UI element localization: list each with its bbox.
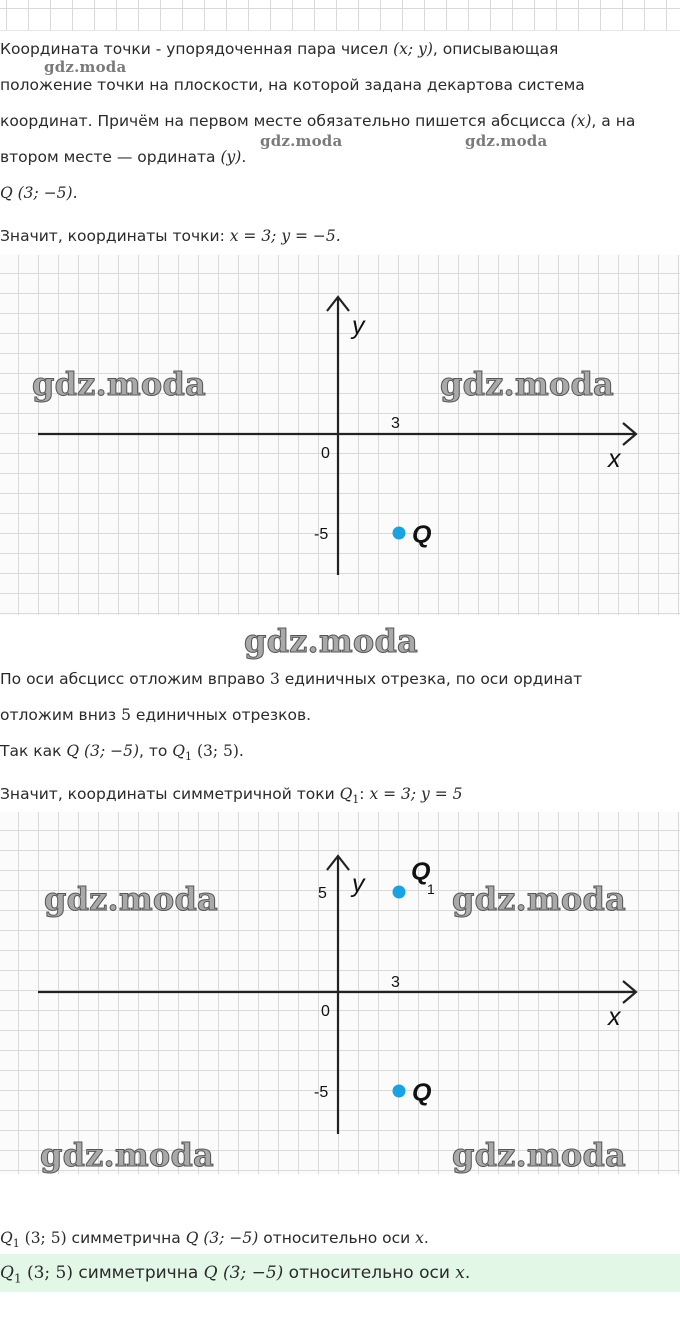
watermark: gdz.moda <box>452 880 626 918</box>
coords-line: Значит, координаты точки: x = 3; y = −5. <box>0 227 341 245</box>
y-tick-neg-label: -5 <box>314 1084 329 1101</box>
sym-coords-line: Значит, координаты симметричной токи $Q_1$: x = 3; y = 5 <box>0 785 463 807</box>
notebook-grid-strip <box>0 0 680 31</box>
steps-line-2: отложим вниз 5 единичных отрезков. <box>0 706 312 724</box>
since-line: Так как Q (3; −5), то $Q_1$ (3; 5). <box>0 742 244 764</box>
point-q-marker <box>393 1085 406 1098</box>
answer-line: $Q_1$ (3; 5) симметрична Q (3; −5) относительно оси x. <box>0 1263 471 1286</box>
point-q-marker <box>393 527 406 540</box>
y-tick-neg-label: -5 <box>314 526 329 543</box>
watermark: gdz.moda <box>452 1136 626 1174</box>
point-q1-label: Q <box>411 858 431 886</box>
watermark: gdz.moda <box>40 1136 214 1174</box>
point-q-label: Q <box>412 521 432 549</box>
graph-1-svg <box>0 255 680 615</box>
y-axis-label: y <box>352 870 365 898</box>
watermark: gdz.moda <box>44 880 218 918</box>
x-tick-label: 3 <box>391 974 400 991</box>
intro-line-3: координат. Причём на первом месте обязательно пишется абсцисса (x), а на <box>0 112 636 130</box>
x-axis-label: x <box>608 445 621 473</box>
point-q-label: Q <box>412 1079 432 1107</box>
watermark: gdz.moda <box>440 365 614 403</box>
watermark: gdz.moda <box>32 365 206 403</box>
intro-line-4: втором месте — ордината (y). <box>0 148 247 166</box>
intro-line-1: Координата точки - упорядоченная пара чисел (x; y), описывающая <box>0 40 559 58</box>
y-tick-pos-label: 5 <box>318 885 327 902</box>
point-q1-marker <box>393 886 406 899</box>
coordinate-plane-1 <box>0 255 680 615</box>
point-q-line: Q (3; −5). <box>0 184 78 202</box>
coordinate-plane-2 <box>0 812 680 1174</box>
steps-paragraph <box>0 661 676 775</box>
origin-label: 0 <box>321 1003 330 1020</box>
graph-2-svg <box>0 812 680 1174</box>
x-tick-label: 3 <box>391 415 400 432</box>
intro-line-2: положение точки на плоскости, на которой задана декартова система <box>0 76 585 94</box>
x-axis-label: x <box>608 1003 621 1031</box>
y-axis-label: y <box>352 312 365 340</box>
watermark: gdz.moda <box>465 132 548 150</box>
origin-label: 0 <box>321 445 330 462</box>
point-q1-subscript: 1 <box>427 881 435 897</box>
watermark: gdz.moda <box>44 58 127 76</box>
watermark: gdz.moda <box>244 622 418 660</box>
conclusion-line: $Q_1$ (3; 5) симметрична Q (3; −5) относительно оси x. <box>0 1229 429 1251</box>
watermark: gdz.moda <box>260 132 343 150</box>
steps-line-1: По оси абсцисс отложим вправо 3 единичных отрезка, по оси ординат <box>0 670 583 688</box>
